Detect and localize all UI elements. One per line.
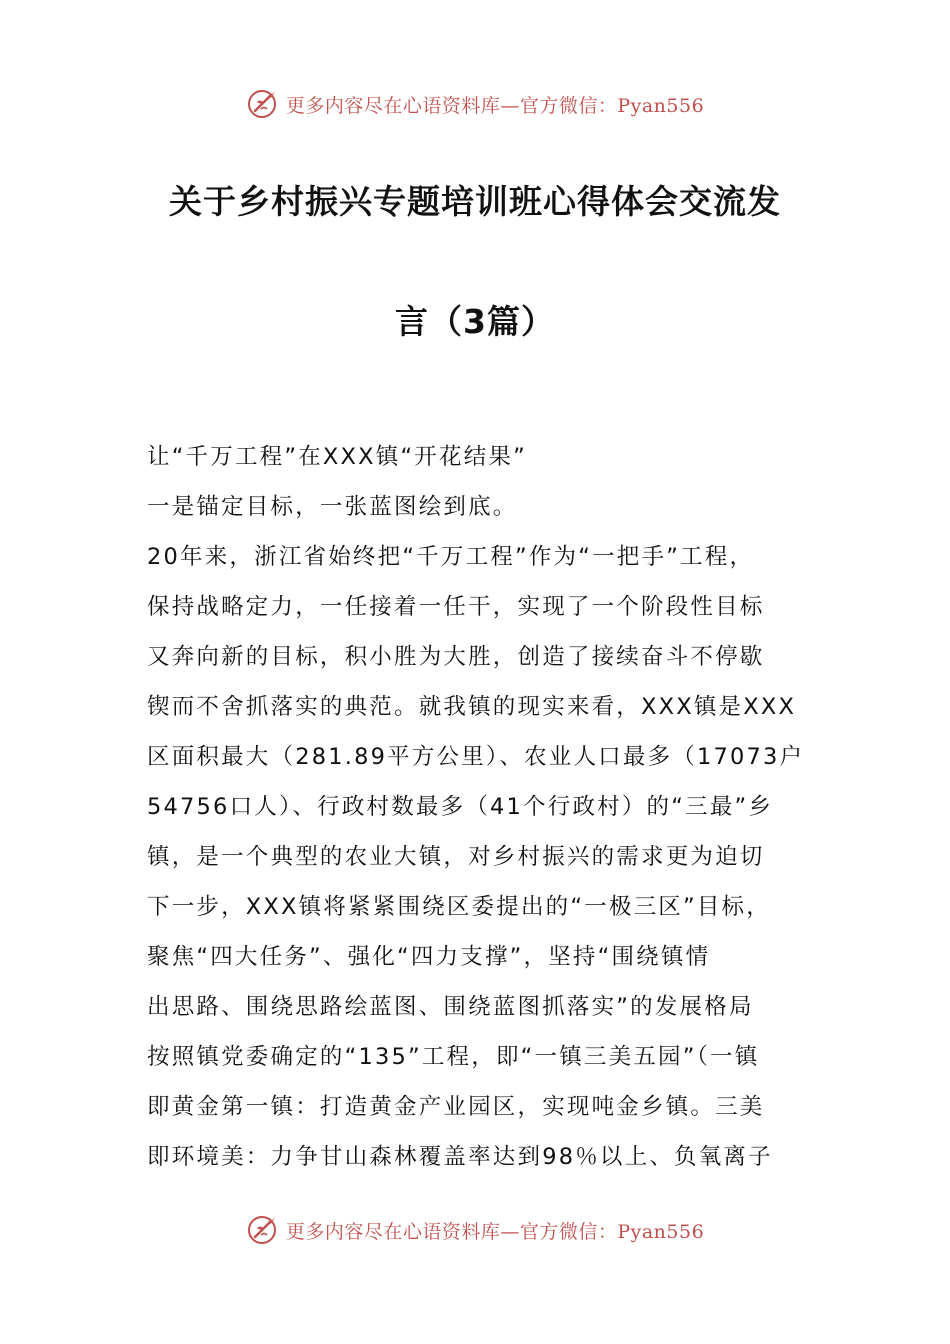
body-line: 聚焦“四大任务”、强化“四力支撑”，坚持“围绕镇情 bbox=[147, 944, 711, 970]
body-line: 区面积最大（281.89平方公里）、农业人口最多（17073户 bbox=[147, 744, 805, 770]
body-line: 即环境美：力争甘山森林覆盖率达到98％以上、负氧离子 bbox=[147, 1144, 773, 1170]
document-title-line-2: 言（3篇） bbox=[395, 302, 555, 341]
body-line: 20年来，浙江省始终把“千万工程”作为“一把手”工程， bbox=[147, 544, 755, 570]
watermark-text: 更多内容尽在心语资料库—官方微信：Pyan556 bbox=[285, 1220, 705, 1243]
watermark-text: 更多内容尽在心语资料库—官方微信：Pyan556 bbox=[285, 94, 705, 117]
body-line: 下一步，XXX镇将紧紧围绕区委提出的“一极三区”目标， bbox=[147, 894, 771, 920]
document-title-line-1: 关于乡村振兴专题培训班心得体会交流发 bbox=[169, 182, 781, 221]
quill-seal-icon bbox=[246, 87, 280, 121]
quill-seal-icon bbox=[246, 1213, 280, 1247]
body-line: 出思路、围绕思路绘蓝图、围绕蓝图抓落实”的发展格局 bbox=[147, 994, 754, 1020]
body-line: 让“千万工程”在XXX镇“开花结果” bbox=[147, 444, 527, 470]
body-line: 又奔向新的目标，积小胜为大胜，创造了接续奋斗不停歇 bbox=[147, 644, 765, 670]
body-line: 54756口人）、行政村数最多（41个行政村）的“三最”乡 bbox=[147, 794, 774, 820]
watermark-footer bbox=[0, 1208, 950, 1252]
body-line: 镇，是一个典型的农业大镇，对乡村振兴的需求更为迫切 bbox=[147, 844, 765, 870]
body-line: 一是锚定目标，一张蓝图绘到底。 bbox=[147, 494, 518, 520]
body-line: 即黄金第一镇：打造黄金产业园区，实现吨金乡镇。三美 bbox=[147, 1094, 765, 1120]
body-line: 锲而不舍抓落实的典范。就我镇的现实来看，XXX镇是XXX bbox=[147, 694, 797, 720]
document-body bbox=[147, 432, 817, 1182]
body-line: 按照镇党委确定的“135”工程，即“一镇三美五园”（一镇 bbox=[147, 1044, 760, 1070]
watermark-header bbox=[0, 82, 950, 126]
body-line: 保持战略定力，一任接着一任干，实现了一个阶段性目标 bbox=[147, 594, 765, 620]
